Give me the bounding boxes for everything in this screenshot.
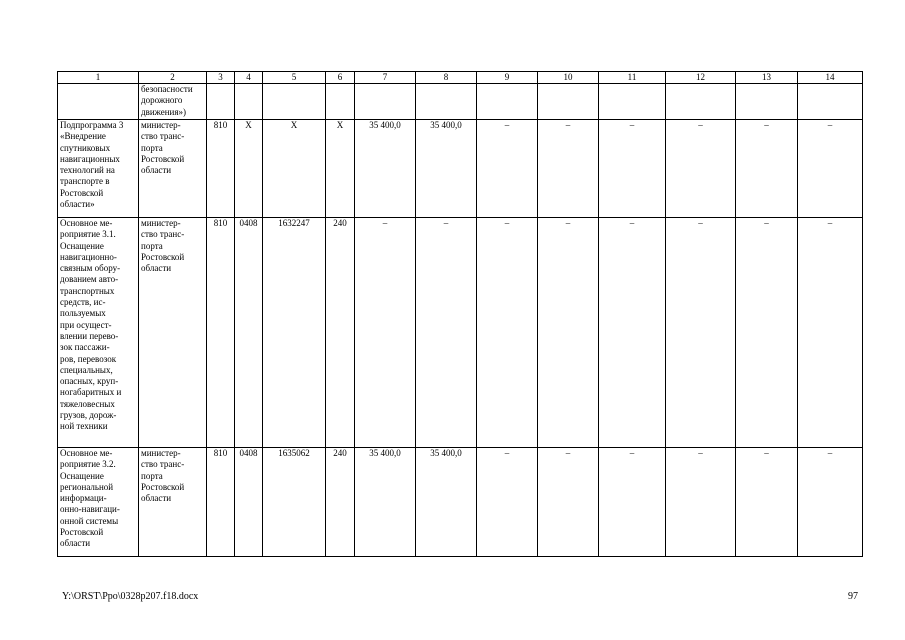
cell-value: –	[416, 218, 477, 448]
cell-value: 1635062	[263, 448, 326, 557]
cell-value	[416, 84, 477, 120]
cell-value	[599, 84, 666, 120]
col-number: 11	[599, 72, 666, 84]
cell-value: –	[538, 120, 599, 218]
col-number: 8	[416, 72, 477, 84]
table-row	[58, 448, 863, 557]
page-number: 97	[848, 591, 858, 602]
cell-executor: министер- ство транс- порта Ростовской области	[141, 448, 185, 504]
cell-value	[263, 84, 326, 120]
cell-value	[207, 84, 235, 120]
cell-value: 240	[326, 218, 355, 448]
cell-value: –	[736, 448, 798, 557]
cell-value: 35 400,0	[355, 448, 416, 557]
cell-value	[235, 84, 263, 120]
table-row	[58, 120, 863, 218]
budget-table	[57, 71, 863, 557]
col-number: 12	[666, 72, 736, 84]
cell-value	[326, 84, 355, 120]
col-number: 10	[538, 72, 599, 84]
cell-value: –	[666, 218, 736, 448]
cell-value: –	[736, 120, 798, 218]
cell-value: –	[599, 120, 666, 218]
cell-value: 810	[207, 120, 235, 218]
col-number: 5	[263, 72, 326, 84]
col-number: 9	[477, 72, 538, 84]
col-number: 4	[235, 72, 263, 84]
cell-value: 35 400,0	[416, 448, 477, 557]
table-row	[58, 218, 863, 448]
cell-value: Х	[326, 120, 355, 218]
cell-value: –	[736, 218, 798, 448]
cell-program: Подпрограмма 3 «Внедрение спутниковых навигационных технологий на транспорте в Ростовской области»	[60, 120, 124, 210]
col-number: 3	[207, 72, 235, 84]
cell-executor: безопасности дорожного движения»)	[141, 84, 193, 117]
cell-value	[538, 84, 599, 120]
cell-value	[355, 84, 416, 120]
cell-value: Х	[235, 120, 263, 218]
cell-value: –	[798, 218, 863, 448]
cell-value: 0408	[235, 448, 263, 557]
cell-value: –	[599, 448, 666, 557]
col-number: 1	[58, 72, 139, 84]
col-number: 7	[355, 72, 416, 84]
cell-value: –	[599, 218, 666, 448]
cell-value	[477, 84, 538, 120]
cell-value: –	[477, 448, 538, 557]
col-number: 6	[326, 72, 355, 84]
cell-value: –	[666, 120, 736, 218]
footer-file-path: Y:\ORST\Ppo\0328p207.f18.docx	[62, 591, 199, 602]
cell-executor: министер- ство транс- порта Ростовской области	[141, 218, 185, 274]
cell-value: –	[477, 218, 538, 448]
cell-value: 810	[207, 218, 235, 448]
col-number: 14	[798, 72, 863, 84]
cell-value: –	[798, 448, 863, 557]
cell-value: 0408	[235, 218, 263, 448]
cell-program: Основное ме- роприятие 3.1. Оснащение навигационно- связным обору- дованием авто- транспортных средств, ис- пользуемых при осущест- влении перево- зок пассажи- ров, перевозок специальных, опасных, круп- ногабаритных и тяжеловесных грузов, дорож- ной техники	[60, 218, 122, 432]
cell-value: Х	[263, 120, 326, 218]
cell-value	[736, 84, 798, 120]
cell-value: –	[538, 218, 599, 448]
cell-program: Основное ме- роприятие 3.2. Оснащение региональной информаци- онно-навигаци- онной системы Ростовской области	[60, 448, 120, 549]
cell-value: –	[477, 120, 538, 218]
cell-value	[798, 84, 863, 120]
col-number: 13	[736, 72, 798, 84]
cell-value: –	[538, 448, 599, 557]
cell-executor: министер- ство транс- порта Ростовской области	[141, 120, 185, 176]
cell-value: 240	[326, 448, 355, 557]
col-number: 2	[139, 72, 207, 84]
cell-value: –	[355, 218, 416, 448]
cell-value: 35 400,0	[355, 120, 416, 218]
cell-value: 810	[207, 448, 235, 557]
cell-value: 35 400,0	[416, 120, 477, 218]
table-row	[58, 84, 863, 120]
cell-value: –	[666, 448, 736, 557]
cell-value: 1632247	[263, 218, 326, 448]
column-number-row	[58, 72, 863, 84]
cell-value	[666, 84, 736, 120]
cell-value: –	[798, 120, 863, 218]
